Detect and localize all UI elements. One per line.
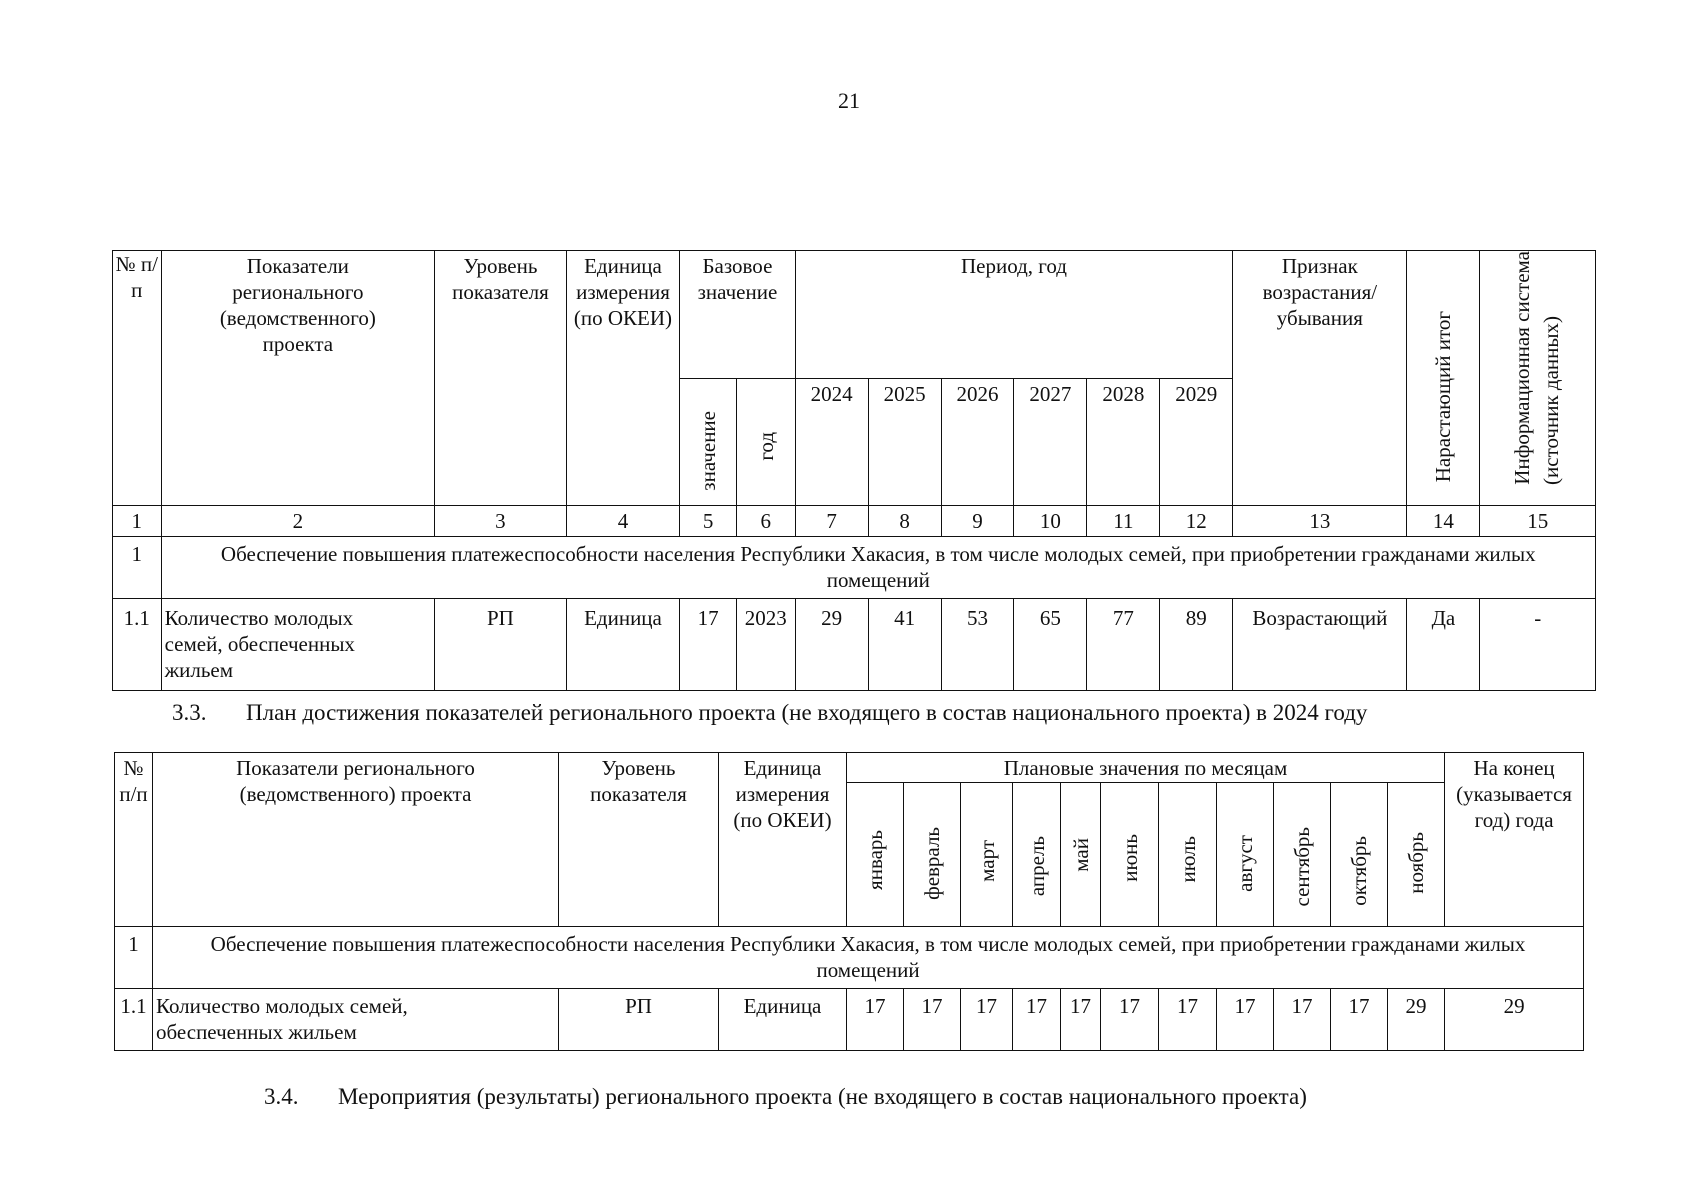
header-month-october bbox=[1331, 783, 1388, 927]
section-heading-text: План достижения показателей регионального проекта (не входящего в состав национального проекта) в 2024 году bbox=[246, 700, 1368, 725]
header-num: № п/п bbox=[113, 251, 162, 506]
header-base-year-text: год bbox=[753, 432, 778, 461]
row-num: 1.1 bbox=[113, 598, 162, 690]
column-number: 15 bbox=[1480, 505, 1596, 536]
row-unit: Единица bbox=[719, 989, 847, 1051]
row-indicator: Количество молодых семей, обеспеченных жильем bbox=[161, 598, 434, 690]
row-month-value: 17 bbox=[1159, 989, 1217, 1051]
header-month-april bbox=[1013, 783, 1061, 927]
row-indicator: Количество молодых семей, обеспеченных жильем bbox=[153, 989, 559, 1051]
row-month-value: 17 bbox=[1217, 989, 1274, 1051]
column-number: 9 bbox=[941, 505, 1014, 536]
row-month-value: 17 bbox=[1274, 989, 1331, 1051]
header-num: № п/п bbox=[115, 753, 153, 927]
header-month-september bbox=[1274, 783, 1331, 927]
month-label: апрель bbox=[1024, 835, 1049, 896]
row-cumulative: Да bbox=[1407, 598, 1480, 690]
header-year-2029: 2029 bbox=[1160, 379, 1233, 505]
row-value-2025: 41 bbox=[868, 598, 941, 690]
section-num: 1 bbox=[115, 927, 153, 989]
header-base-year bbox=[736, 379, 795, 505]
row-month-value: 17 bbox=[1013, 989, 1061, 1051]
section-heading-3-4 bbox=[264, 1084, 1307, 1110]
indicators-table bbox=[112, 250, 1596, 691]
row-value-2028: 77 bbox=[1087, 598, 1160, 690]
month-label: май bbox=[1068, 838, 1093, 872]
column-number: 8 bbox=[868, 505, 941, 536]
header-unit: Единица измерения (по ОКЕИ) bbox=[566, 251, 679, 506]
header-cumulative-text: Нарастающий итог bbox=[1431, 311, 1456, 483]
month-label: январь bbox=[863, 830, 887, 890]
header-month-january bbox=[847, 783, 904, 927]
column-number: 3 bbox=[435, 505, 567, 536]
row-info-system: - bbox=[1480, 598, 1596, 690]
section-heading-number: 3.3. bbox=[172, 700, 207, 725]
header-month-july bbox=[1159, 783, 1217, 927]
row-month-value: 17 bbox=[904, 989, 961, 1051]
section-heading-number: 3.4. bbox=[264, 1084, 299, 1109]
header-level: Уровень показателя bbox=[559, 753, 719, 927]
month-label: сентябрь bbox=[1290, 826, 1314, 906]
month-label: август bbox=[1233, 835, 1257, 892]
header-info-system bbox=[1480, 251, 1596, 506]
row-base-year: 2023 bbox=[736, 598, 795, 690]
header-year-2026: 2026 bbox=[941, 379, 1014, 505]
row-month-value: 17 bbox=[1101, 989, 1159, 1051]
header-indicator: Показатели регионального (ведомственного) проекта bbox=[161, 251, 434, 506]
table-row bbox=[113, 598, 1596, 690]
row-end-value: 29 bbox=[1445, 989, 1584, 1051]
header-indicator: Показатели регионального (ведомственного) проекта bbox=[153, 753, 559, 927]
section-row bbox=[115, 927, 1584, 989]
column-number: 5 bbox=[680, 505, 737, 536]
header-end: На конец (указывается год) года bbox=[1445, 753, 1584, 927]
monthly-plan-table bbox=[114, 752, 1584, 1051]
section-row bbox=[113, 536, 1596, 598]
column-number: 4 bbox=[566, 505, 679, 536]
row-trend: Возрастающий bbox=[1233, 598, 1407, 690]
row-unit: Единица bbox=[566, 598, 679, 690]
month-label: октябрь bbox=[1347, 836, 1371, 906]
header-month-august bbox=[1217, 783, 1274, 927]
header-month-may bbox=[1061, 783, 1101, 927]
header-info-system-text: Информационная система bbox=[1510, 251, 1535, 485]
header-year-2028: 2028 bbox=[1087, 379, 1160, 505]
month-label: март bbox=[974, 840, 999, 882]
header-cumulative bbox=[1407, 251, 1480, 506]
row-value-2029: 89 bbox=[1160, 598, 1233, 690]
header-plan: Плановые значения по месяцам bbox=[847, 753, 1445, 783]
header-month-february bbox=[904, 783, 961, 927]
column-number: 2 bbox=[161, 505, 434, 536]
header-level: Уровень показателя bbox=[435, 251, 567, 506]
column-number: 10 bbox=[1014, 505, 1087, 536]
header-trend: Признак возрастания/ убывания bbox=[1233, 251, 1407, 506]
month-label: февраль bbox=[920, 827, 944, 900]
header-period: Период, год bbox=[795, 251, 1233, 379]
header-year-2025: 2025 bbox=[868, 379, 941, 505]
table-row bbox=[115, 989, 1584, 1051]
row-month-value: 17 bbox=[1061, 989, 1101, 1051]
header-base-value-text: значение bbox=[696, 410, 721, 491]
header-info-system-text-2: (источник данных) bbox=[1539, 315, 1564, 485]
column-number: 13 bbox=[1233, 505, 1407, 536]
row-month-value: 29 bbox=[1388, 989, 1445, 1051]
row-value-2024: 29 bbox=[795, 598, 868, 690]
section-heading-text: Мероприятия (результаты) регионального проекта (не входящего в состав национального проекта) bbox=[338, 1084, 1307, 1109]
row-num: 1.1 bbox=[115, 989, 153, 1051]
column-number: 1 bbox=[113, 505, 162, 536]
row-level: РП bbox=[435, 598, 567, 690]
row-base-value: 17 bbox=[680, 598, 737, 690]
header-year-2024: 2024 bbox=[795, 379, 868, 505]
row-month-value: 17 bbox=[1331, 989, 1388, 1051]
header-year-2027: 2027 bbox=[1014, 379, 1087, 505]
month-label: ноябрь bbox=[1404, 832, 1429, 894]
column-number: 14 bbox=[1407, 505, 1480, 536]
row-level: РП bbox=[559, 989, 719, 1051]
section-title: Обеспечение повышения платежеспособности населения Республики Хакасия, в том числе молодых семей, при приобретении гражданами жилых помещений bbox=[161, 536, 1595, 598]
page-number: 21 bbox=[838, 88, 860, 113]
header-base-value bbox=[680, 379, 737, 505]
column-number: 7 bbox=[795, 505, 868, 536]
header-month-march bbox=[961, 783, 1013, 927]
month-label: июнь bbox=[1117, 834, 1142, 882]
header-month-june bbox=[1101, 783, 1159, 927]
section-heading-3-3 bbox=[172, 700, 1367, 726]
column-number: 12 bbox=[1160, 505, 1233, 536]
column-number: 11 bbox=[1087, 505, 1160, 536]
row-month-value: 17 bbox=[847, 989, 904, 1051]
row-month-value: 17 bbox=[961, 989, 1013, 1051]
section-title: Обеспечение повышения платежеспособности населения Республики Хакасия, в том числе молодых семей, при приобретении гражданами жилых помещений bbox=[153, 927, 1584, 989]
column-numbers-row bbox=[113, 505, 1596, 536]
row-value-2027: 65 bbox=[1014, 598, 1087, 690]
header-base: Базовое значение bbox=[680, 251, 795, 379]
column-number: 6 bbox=[736, 505, 795, 536]
month-label: июль bbox=[1175, 835, 1200, 882]
row-value-2026: 53 bbox=[941, 598, 1014, 690]
section-num: 1 bbox=[113, 536, 162, 598]
header-unit: Единица измерения (по ОКЕИ) bbox=[719, 753, 847, 927]
header-month-november bbox=[1388, 783, 1445, 927]
